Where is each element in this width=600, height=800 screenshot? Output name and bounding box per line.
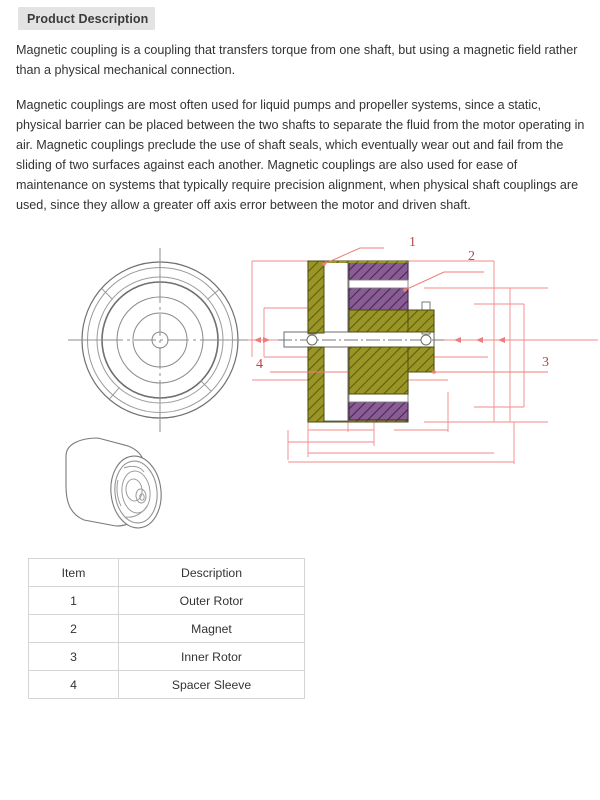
table-row [29, 615, 305, 643]
table-row [29, 643, 305, 671]
cell-item: 2 [29, 615, 119, 643]
table-row [29, 671, 305, 699]
callout-label-4: 4 [256, 357, 263, 372]
technical-drawing-area [0, 232, 600, 552]
description-text-block [16, 40, 588, 215]
cell-item: 4 [29, 671, 119, 699]
magnetic-coupling-front-view [60, 240, 280, 440]
callout-label-2: 2 [468, 249, 475, 264]
description-paragraph-2: Magnetic couplings are most often used for liquid pumps and propeller systems, since a static, physical barrier can be placed between the two shafts to separate the fluid from the motor operating in air. Magnetic couplings preclude the use of shaft seals, which eventually wear out and fail from the sliding of two surfaces against each another. Magnetic couplings are also used for ease of maintenance on systems that typically require precision alignment, when physical shaft couplings are used, since they allow a greater off axis error between the motor and driven shaft. [16, 98, 585, 212]
cell-description: Spacer Sleeve [119, 671, 305, 699]
table-header-description: Description [119, 559, 305, 587]
cell-description: Outer Rotor [119, 587, 305, 615]
table-header-row [29, 559, 305, 587]
callout-label-1: 1 [409, 235, 416, 250]
description-paragraph-1: Magnetic coupling is a coupling that transfers torque from one shaft, but using a magnetic field rather than a physical mechanical connection. [16, 43, 578, 77]
parts-table [28, 558, 305, 699]
magnetic-coupling-isometric-view [54, 434, 204, 544]
magnetic-coupling-cross-section [248, 232, 598, 467]
product-description-header [18, 7, 155, 30]
table-header-item: Item [29, 559, 119, 587]
table-row [29, 587, 305, 615]
page-title: Product Description [27, 11, 149, 26]
cell-item: 1 [29, 587, 119, 615]
cell-item: 3 [29, 643, 119, 671]
cell-description: Magnet [119, 615, 305, 643]
callout-label-3: 3 [542, 355, 549, 370]
cell-description: Inner Rotor [119, 643, 305, 671]
